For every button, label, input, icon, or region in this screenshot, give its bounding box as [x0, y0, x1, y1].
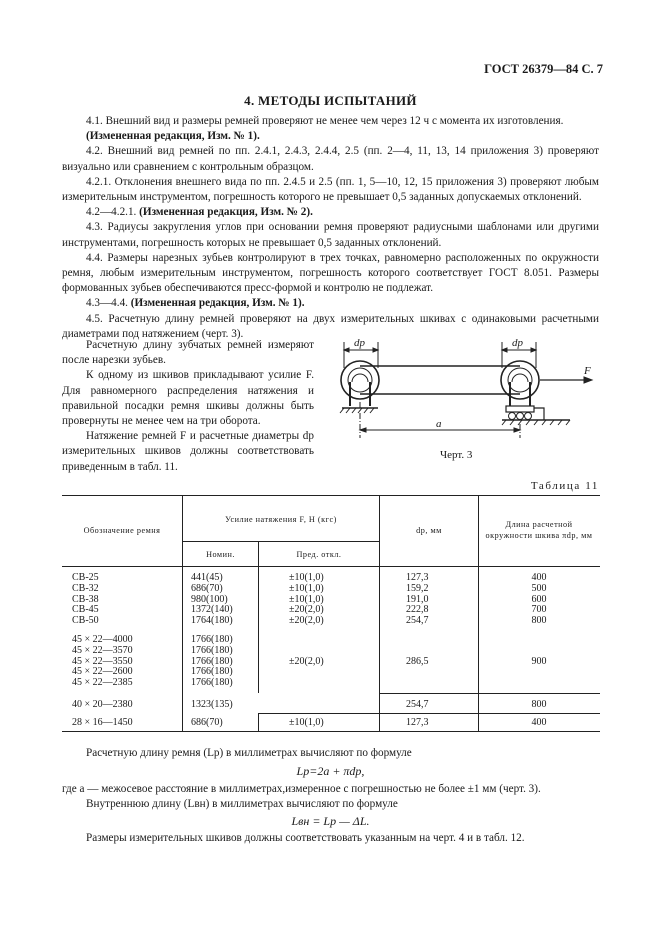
roller [509, 413, 516, 420]
table-cell: 800 [531, 615, 547, 627]
paragraph-4-5-c: Натяжение ремней F и расчетные диаметры dр измерительных шкивов должны соответствовать приведенным в табл. 11. [62, 430, 314, 473]
note-prefix: 4.3—4.4. [86, 297, 128, 310]
row40-len: 800 [531, 699, 547, 710]
th-force: Усилие натяжения F, Н (кгс) [225, 515, 337, 524]
note-4-1: (Измененная редакция, Изм. № 1). [86, 130, 260, 143]
th-dp: dр, мм [416, 526, 442, 535]
table-top-rule [62, 495, 600, 496]
table-cell: 127,3 [406, 572, 429, 583]
row40-name: 40 × 20—2380 [72, 699, 133, 710]
table-cell: СВ-45 [72, 604, 99, 616]
note-4-3-4-4 [62, 296, 599, 311]
force-arrowhead [584, 377, 592, 383]
table-cell: 45 × 22—2600 [72, 666, 133, 678]
right-pulley-inner [508, 368, 532, 392]
right-carriage [506, 406, 534, 412]
table-cell: ±10(1,0) [289, 593, 324, 605]
table-row-rule-40 [379, 693, 600, 694]
table-row-rule-28 [258, 713, 600, 714]
table-cell: 1766(180) [191, 677, 233, 689]
figure-caption: Черт. 3 [440, 449, 473, 461]
table-header-rule [62, 566, 600, 567]
note-text: (Измененная редакция, Изм. № 1). [130, 297, 305, 310]
arrow [360, 428, 366, 432]
row40-nom: 1323(135) [191, 699, 233, 710]
table-cell: СВ-50 [72, 615, 99, 627]
note-4-2-4-2-1 [62, 205, 599, 220]
group1-dp [406, 573, 466, 627]
left-support-hatch [340, 408, 374, 413]
label-dp-left: dр [354, 337, 365, 349]
label-dp-right: dр [512, 337, 523, 349]
paragraph-4-4: 4.4. Размеры нарезных зубьев контролируют в трех точках, равномерно расположенных по окружности ремня, любым измерительным инструментом, погрешность которого соответствует ГОСТ 8.051. Размеры формованных зубьев обеспечиваются пресс-формой и контролю не подлежат. [62, 251, 599, 295]
table-cell: 1766(180) [191, 655, 233, 667]
group1-len [478, 573, 600, 627]
paragraph-4-5: 4.5. Расчетную длину ремней проверяют на двух измерительных шкивах с одинаковыми расчетными диаметрами под натяжением (черт. 3). [62, 312, 599, 340]
paragraph-4-1: 4.1. Внешний вид и размеры ремней проверяют не менее чем через 12 ч с момента их изготовления. [86, 115, 564, 127]
table-bottom-rule [62, 731, 600, 732]
group1-names [72, 573, 180, 627]
arrow [531, 348, 536, 352]
group1-nom [191, 573, 257, 627]
table-cell: 1766(180) [191, 644, 233, 656]
table-cell: 45 × 22—4000 [72, 634, 133, 645]
right-pulley-hub [512, 374, 528, 382]
left-pulley-inner [348, 368, 372, 392]
formula-2: Lвн = Lр — ΔL. [291, 814, 370, 828]
note-prefix: 4.2—4.2.1. [86, 206, 137, 219]
table-cell: ±10(1,0) [289, 572, 324, 583]
table-cell: 1766(180) [191, 666, 233, 678]
left-pulley-hub [352, 374, 368, 382]
table-title: Таблица 11 [530, 480, 599, 492]
paragraph-4-2: 4.2. Внешний вид ремней по пп. 2.4.1, 2.4.3, 2.4.4, 2.5 (пп. 2—4, 11, 13, 14 приложения 3) проверяют визуально или сравнением с контрольным образцом. [62, 145, 599, 173]
bottom-line-1: Расчетную длину ремня (Lр) в миллиметрах вычисляют по формуле [86, 747, 412, 759]
row28-name: 28 × 16—1450 [72, 717, 133, 728]
th-force-dev: Пред. откл. [296, 550, 342, 559]
table-cell: 500 [531, 582, 547, 594]
paragraph-4-3: 4.3. Радиусы закругления углов при основании ремня проверяют радиусными шаблонами или другими инструментами, погрешность которых не превышает 0,5 заданных отклонений. [62, 221, 599, 249]
th-designation: Обозначение ремня [83, 526, 161, 535]
bottom-line-2: где a — межосевое расстояние в миллиметрах,измеренное с погрешностью не более ±1 мм (черт. 3). [62, 783, 541, 795]
arrow [344, 348, 349, 352]
group2-names [72, 635, 180, 689]
table-cell: ±20(2,0) [289, 615, 324, 627]
table-cell: ±20(2,0) [289, 604, 324, 616]
group2-dev: ±20(2,0) [289, 656, 324, 667]
table-cell: 686(70) [191, 582, 223, 594]
group2-nom [191, 635, 257, 689]
table-cell: СВ-38 [72, 593, 99, 605]
row28-nom: 686(70) [191, 717, 223, 728]
group2-dp: 286,5 [406, 656, 429, 667]
table-cell: 1766(180) [191, 634, 233, 645]
th-force-nom: Номин. [206, 550, 235, 559]
roller [525, 413, 532, 420]
table-cell: 222,8 [406, 604, 429, 616]
page-header: ГОСТ 26379—84 С. 7 [484, 62, 603, 76]
group1-dev [289, 573, 369, 627]
row28-dp: 127,3 [406, 717, 429, 728]
section-body [62, 114, 599, 342]
table-cell: 254,7 [406, 615, 429, 627]
arrow [373, 348, 378, 352]
table-cell: 441(45) [191, 572, 223, 583]
table-cell: 45 × 22—3570 [72, 644, 133, 656]
table-cell: СВ-32 [72, 582, 99, 594]
table-cell: 45 × 22—3550 [72, 655, 133, 667]
bottom-line-4: Размеры измерительных шкивов должны соответствовать указанным на черт. 4 и в табл. 12. [86, 832, 525, 844]
table-cell: СВ-25 [72, 572, 99, 583]
table-cell: 400 [531, 572, 547, 583]
table-cell: 159,2 [406, 582, 429, 594]
group2-len: 900 [531, 656, 547, 667]
row40-dp: 254,7 [406, 699, 429, 710]
table-vline-1 [182, 495, 183, 731]
table-cell: 600 [531, 593, 547, 605]
table-vline-2b [258, 713, 259, 731]
note-text: (Измененная редакция, Изм. № 2). [139, 206, 313, 219]
figure-belt-pulleys [330, 328, 605, 453]
table-vline-2 [258, 541, 259, 693]
section-title: 4. МЕТОДЫ ИСПЫТАНИЙ [244, 93, 417, 108]
paragraph-4-2-1: 4.2.1. Отклонения внешнего вида по пп. 2.4.5 и 2.5 (пп. 1, 5—10, 12, 15 приложения 3) проверяют любым измерительным инструментом, погрешность которого не превышает 0,5 заданных допускаемых отклонений. [62, 175, 599, 204]
table-cell: 1372(140) [191, 604, 233, 616]
right-support-hatch [502, 420, 570, 425]
label-force: F [584, 365, 591, 377]
table-cell: 700 [531, 604, 547, 616]
arrow [502, 348, 507, 352]
arrow [514, 428, 520, 432]
table-force-subrule [182, 541, 379, 542]
roller [517, 413, 524, 420]
table-cell: 191,0 [406, 593, 429, 605]
table-cell: 980(100) [191, 593, 228, 605]
stop-block [534, 408, 544, 420]
formula-1: Lр=2a + πdр, [296, 764, 365, 778]
bottom-line-3: Внутреннюю длину (Lвн) в миллиметрах вычисляют по формуле [86, 798, 398, 810]
label-a: a [436, 418, 442, 430]
th-length: Длина расчетной окружности шкива πdр, мм [485, 520, 593, 540]
row28-len: 400 [531, 717, 547, 728]
paragraph-4-5-a: Расчетную длину зубчатых ремней измеряют после нарезки зубьев. [62, 339, 314, 367]
table-cell: ±10(1,0) [289, 582, 324, 594]
table-cell: 1764(180) [191, 615, 233, 627]
left-column-text [62, 338, 314, 475]
row28-dev: ±10(1,0) [289, 717, 324, 728]
table-cell: 45 × 22—2385 [72, 677, 133, 689]
paragraph-4-5-b: К одному из шкивов прикладывают усилие F. Для равномерного распределения натяжения и правильной посадки ремня шкивы должны быть провернуты не менее чем на три оборота. [62, 369, 314, 428]
